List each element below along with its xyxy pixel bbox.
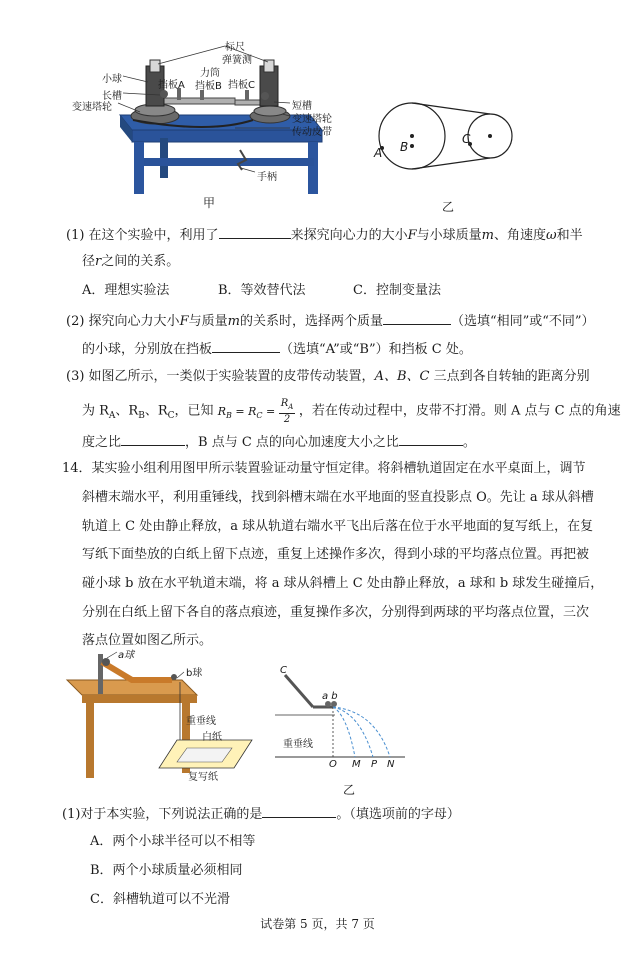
fraction: $\frac{R_A}{2}$	[280, 398, 294, 425]
q14-line-4: 写纸下面垫放的白纸上留下点迹，重复上述操作多次，得到小球的平均落点位置。再把被	[82, 547, 590, 562]
answer-blank[interactable]	[262, 803, 336, 818]
figure-caption-jia: 甲	[203, 196, 216, 210]
label-plumb-line: 重垂线	[186, 716, 216, 727]
figure-caption-yi-2: 乙	[343, 783, 356, 797]
q13-option-b[interactable]: B．等效替代法	[218, 283, 306, 298]
q14-option-c[interactable]: C．斜槽轨道可以不光滑	[90, 892, 230, 907]
q14-line-1: 14．某实验小组利用图甲所示装置验证动量守恒定律。将斜槽轨道固定在水平桌面上，调节	[62, 461, 586, 476]
label-ball: 小球	[102, 74, 122, 85]
label-baffle-c: 挡板C	[228, 80, 255, 91]
label-baffle-a: 挡板A	[158, 80, 185, 91]
q13-part1-line2: 径r之间的关系。	[82, 254, 180, 269]
collision-apparatus-drawing	[62, 650, 262, 800]
label-m: M	[352, 759, 361, 770]
point-b-label: B	[400, 140, 409, 154]
label-b-ball: b球	[186, 668, 203, 679]
label-long-slot: 长槽	[102, 91, 122, 102]
figure-caption-yi: 乙	[442, 200, 455, 214]
label-o: O	[329, 759, 337, 770]
label-baffle-b: 挡板B	[195, 81, 222, 92]
point-a-label: A	[374, 146, 383, 160]
q14-line-7: 落点位置如图乙所示。	[82, 633, 213, 648]
point-c-label: C	[462, 132, 471, 146]
q13-part3-line1: (3) 如图乙所示，一类似于实验装置的皮带传动装置，A、B、C 三点到各自转轴的距离分别	[66, 369, 590, 384]
q13-option-a[interactable]: A．理想实验法	[82, 283, 170, 298]
q13-part2-line2: 的小球，分别放在挡板 （选填“A”或“B”）和挡板 C 处。	[82, 338, 472, 360]
answer-blank[interactable]	[399, 431, 463, 446]
page-footer: 试卷第 5 页，共 7 页	[260, 917, 375, 931]
q14-option-b[interactable]: B．两个小球质量必须相同	[90, 863, 243, 878]
q14-line-2: 斜槽末端水平，利用重锤线，找到斜槽末端在水平地面的竖直投影点 O。先让 a 球从斜槽	[82, 490, 594, 505]
q13-option-c[interactable]: C．控制变量法	[353, 283, 441, 298]
label-pulley-right: 变速塔轮	[292, 114, 332, 125]
label-c-point: C	[280, 665, 287, 676]
answer-blank[interactable]	[383, 310, 451, 325]
answer-blank[interactable]	[121, 431, 185, 446]
q14-line-6: 分别在白纸上留下各自的落点痕迹，重复操作多次，分别得到两球的平均落点位置，三次	[82, 605, 590, 620]
label-spring: 弹簧测	[222, 55, 252, 66]
label-pulley-left: 变速塔轮	[72, 102, 112, 113]
q13-part1-line1: (1) 在这个实验中，利用了 来探究向心力的大小F与小球质量m、角速度ω和半	[66, 224, 583, 246]
label-short-slot: 短槽	[292, 101, 312, 112]
figure-trajectories	[275, 665, 415, 800]
answer-blank[interactable]	[212, 338, 280, 353]
label-force-cylinder: 力筒	[200, 68, 220, 79]
belt-drive-drawing	[370, 88, 530, 198]
figure-apparatus	[60, 30, 360, 220]
label-a-ball: a球	[118, 650, 135, 661]
q14-line-5: 碰小球 b 放在水平轨道末端，将 a 球从斜槽上 C 处由静止释放，a 球和 b 球发生碰撞后，	[82, 576, 604, 591]
figure-collision-apparatus	[62, 650, 262, 800]
label-plumb-line-2: 重垂线	[283, 739, 313, 750]
formula: $R_B = R_C$ = $\frac{R_A}{2}$	[217, 398, 294, 425]
label-white-paper: 白纸	[202, 732, 222, 743]
q13-part3-line3: 度之比 ，B 点与 C 点的向心加速度大小之比 。	[82, 431, 476, 453]
q13-part3-line2: 为 $R_A$、$R_B$、$R_C$，已知 $R_B = R_C$ = $\frac{R_A}{2}$ ，若在传动过程中，皮带不打滑。则 A 点与 C 点的角速	[82, 398, 621, 425]
q14-line-3: 轨道上 C 处由静止释放，a 球从轨道右端水平飞出后落在位于水平地面的复写纸上，在复	[82, 519, 594, 534]
label-belt: 传动皮带	[292, 127, 332, 138]
label-n: N	[387, 759, 395, 770]
q14-part1-stem: (1)对于本实验，下列说法正确的是 。（填选项前的字母）	[62, 803, 460, 825]
label-ab-balls: a b	[322, 691, 338, 702]
label-ruler: 标尺	[225, 42, 245, 53]
answer-blank[interactable]	[219, 224, 291, 239]
label-carbon-paper: 复写纸	[188, 772, 218, 783]
q14-option-a[interactable]: A．两个小球半径可以不相等	[90, 834, 256, 849]
figure-belt-drive	[370, 88, 530, 218]
q13-part2-line1: (2) 探究向心力大小F与质量m的关系时，选择两个质量 （选填“相同”或“不同”）	[66, 310, 595, 332]
label-handle: 手柄	[257, 172, 277, 183]
label-p: P	[371, 759, 378, 770]
